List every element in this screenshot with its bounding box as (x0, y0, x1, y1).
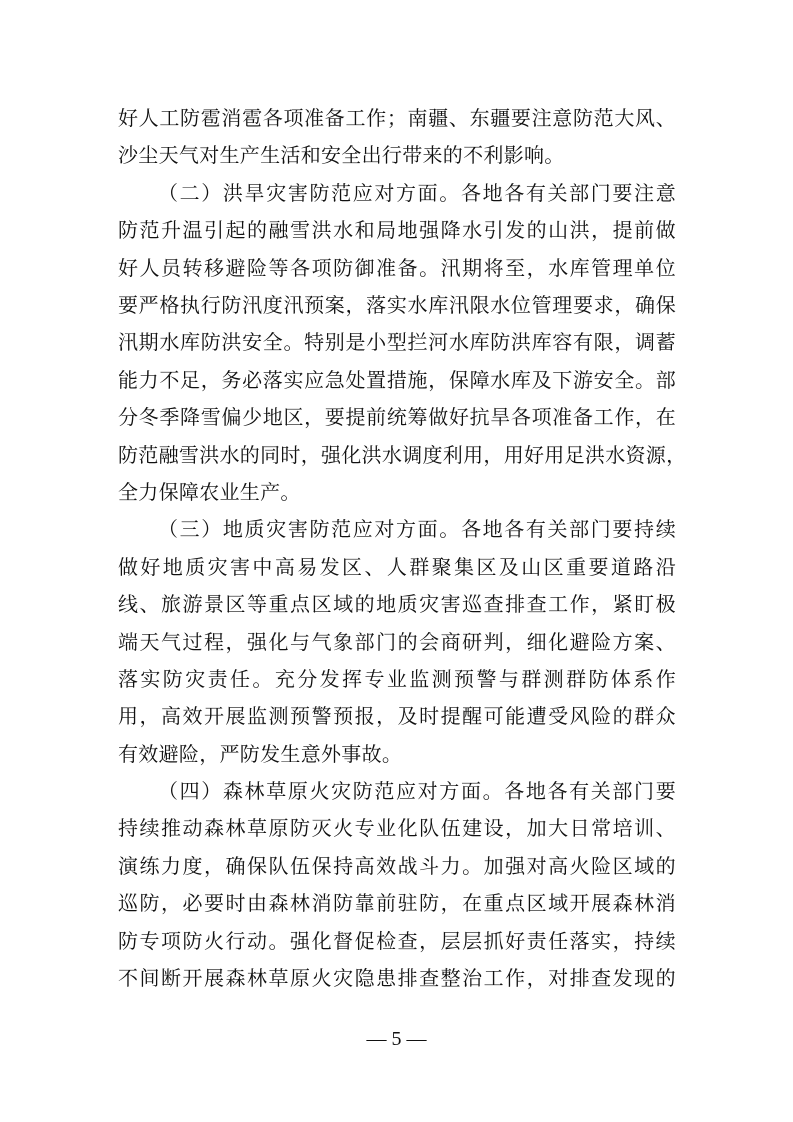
text-line: 持续推动森林草原防灭火专业化队伍建设，加大日常培训、 (118, 816, 676, 841)
text-line: 用，高效开展监测预警预报，及时提醒可能遭受风险的群众 (118, 704, 676, 729)
section-heading-line: （二）洪旱灾害防范应对方面。各地各有关部门要注意 (158, 180, 676, 205)
text-line: 防专项防火行动。强化督促检查，层层抓好责任落实，持续 (118, 928, 676, 953)
text-line: 汛期水库防洪安全。特别是小型拦河水库防洪库容有限，调蓄 (118, 330, 676, 355)
text-line: 演练力度，确保队伍保持高效战斗力。加强对高火险区域的 (118, 853, 676, 878)
text-line: 好人工防雹消雹各项准备工作；南疆、东疆要注意防范大风、 (118, 106, 676, 130)
text-line: 沙尘天气对生产生活和安全出行带来的不利影响。 (118, 143, 565, 168)
text-line: 落实防灾责任。充分发挥专业监测预警与群测群防体系作 (118, 666, 676, 691)
text-line: 端天气过程，强化与气象部门的会商研判，细化避险方案、 (118, 629, 676, 654)
text-line: 全力保障农业生产。 (118, 479, 301, 504)
text-line: 防范升温引起的融雪洪水和局地强降水引发的山洪，提前做 (118, 218, 676, 243)
text-line: 线、旅游景区等重点区域的地质灾害巡查排查工作，紧盯极 (118, 592, 676, 617)
section-heading-line: （三）地质灾害防范应对方面。各地各有关部门要持续 (158, 517, 676, 542)
text-line: 要严格执行防汛度汛预案，落实水库汛限水位管理要求，确保 (118, 293, 676, 317)
text-line: 分冬季降雪偏少地区，要提前统筹做好抗旱各项准备工作，在 (118, 405, 676, 430)
text-line: 能力不足，务必落实应急处置措施，保障水库及下游安全。部 (118, 367, 676, 392)
text-line: 巡防，必要时由森林消防靠前驻防，在重点区域开展森林消 (118, 891, 676, 916)
text-line: 好人员转移避险等各项防御准备。汛期将至，水库管理单位 (118, 255, 676, 280)
text-line: 防范融雪洪水的同时，强化洪水调度利用，用好用足洪水资源， (118, 442, 687, 467)
text-line: 做好地质灾害中高易发区、人群聚集区及山区重要道路沿 (118, 554, 676, 579)
section-heading-line: （四）森林草原火灾防范应对方面。各地各有关部门要 (158, 779, 676, 803)
page-number: — 5 — (366, 1028, 427, 1050)
text-line: 有效避险，严防发生意外事故。 (118, 741, 403, 766)
text-line: 不间断开展森林草原火灾隐患排查整治工作，对排查发现的 (118, 966, 676, 990)
